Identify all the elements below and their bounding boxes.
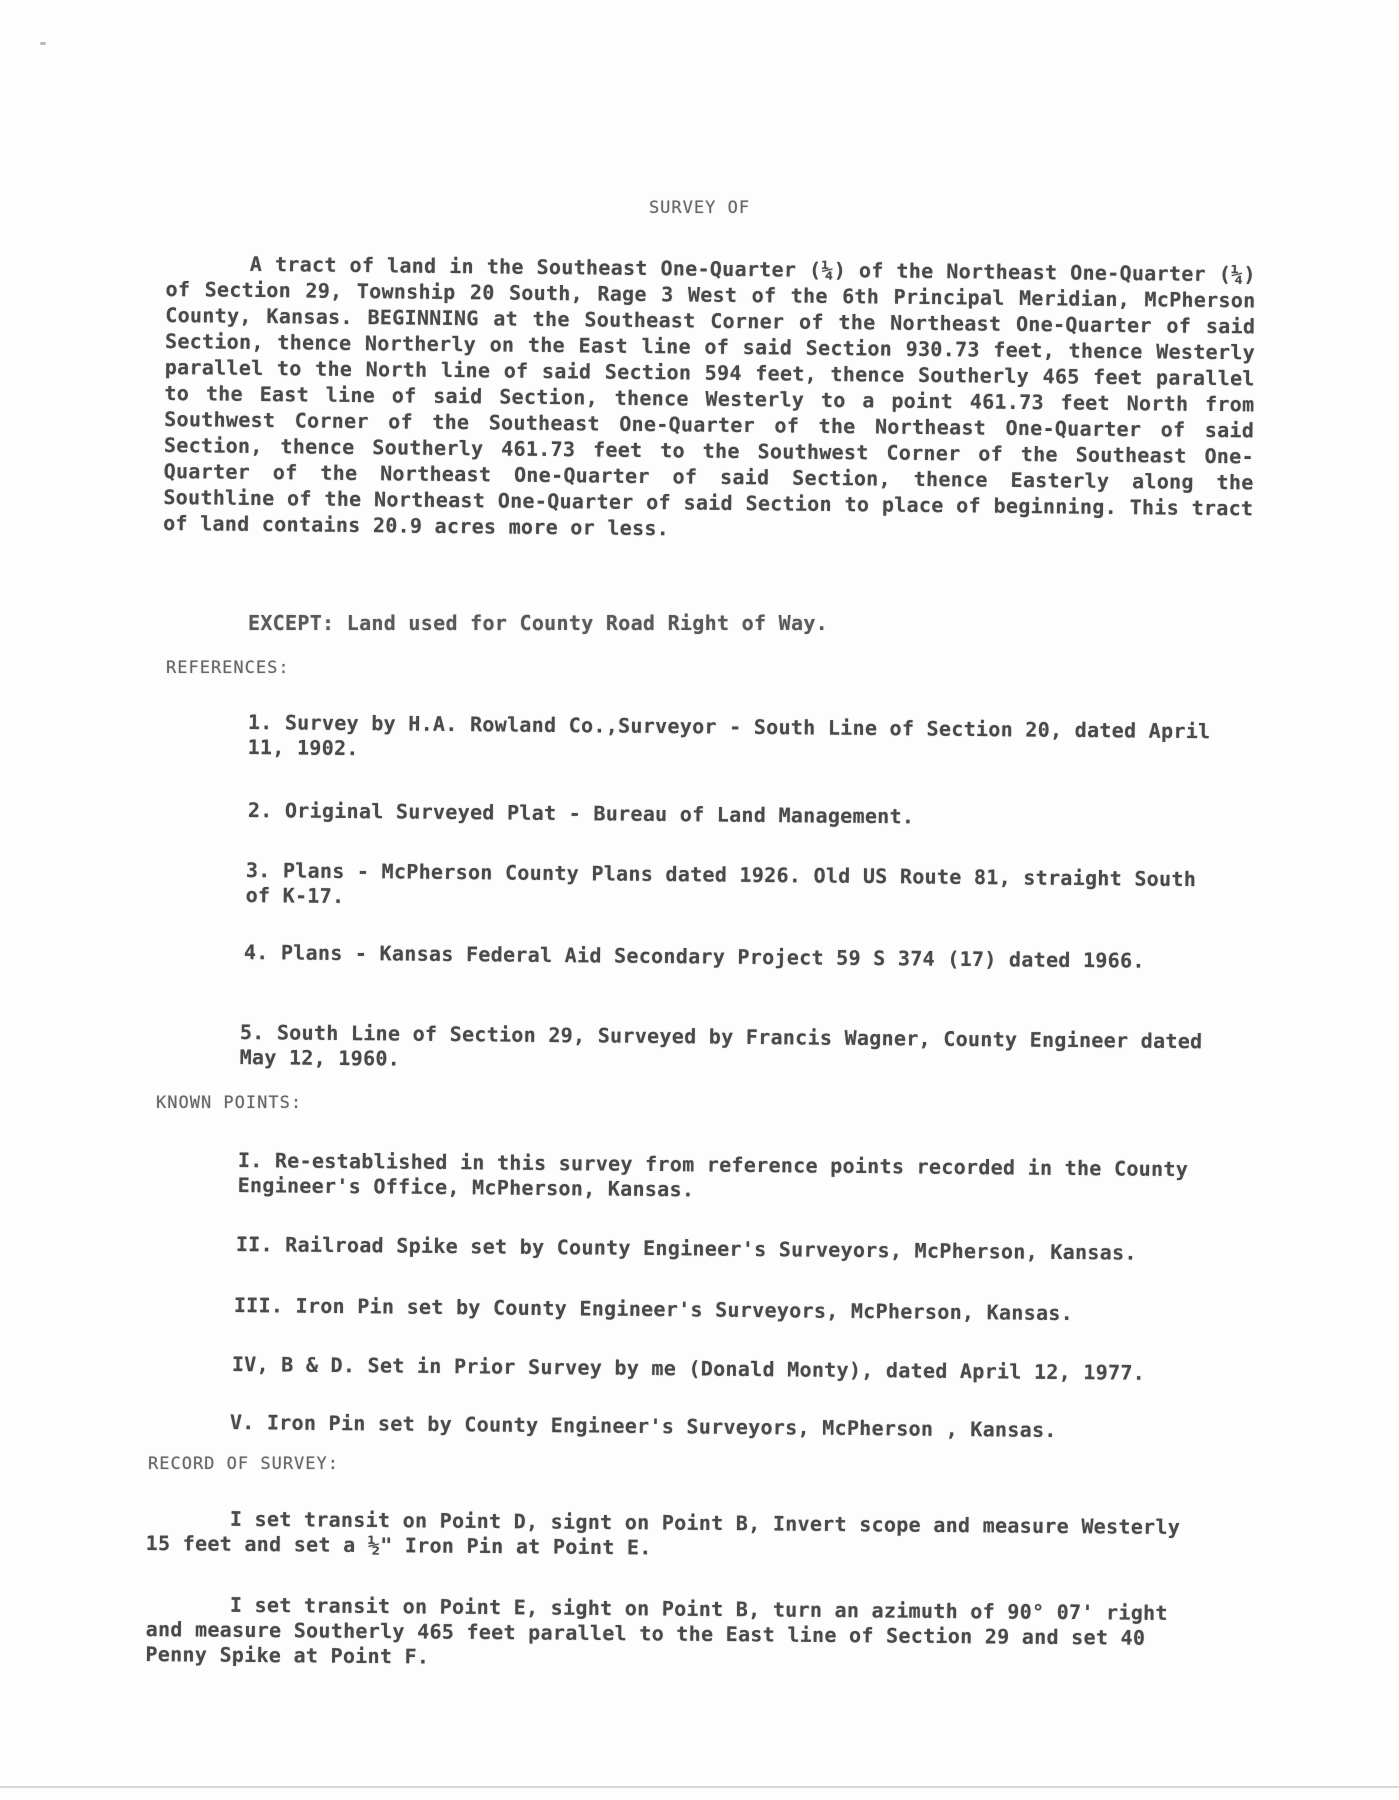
- references-heading: REFERENCES:: [166, 658, 290, 678]
- known-point-1: I. Re-established in this survey from reference points recorded in the County Engineer's Office, McPherson, Kansas.: [237, 1148, 1189, 1202]
- record-paragraph-2: I set transit on Point E, sight on Point B, turn an azimuth of 90° 07' right and measure Southerly 465 feet parallel to the East line of Section 29 and set 40 Penny Spike at Point F.: [145, 1592, 1168, 1669]
- scan-speck: [40, 42, 46, 45]
- known-point-4: IV, B & D. Set in Prior Survey by me (Donald Monty), dated April 12, 1977.: [231, 1352, 1146, 1385]
- reference-item-3: 3. Plans - McPherson County Plans dated 1926. Old US Route 81, straight South of K-17.: [245, 858, 1197, 908]
- except-clause: EXCEPT: Land used for County Road Right of Way.: [248, 611, 829, 635]
- known-point-2: II. Railroad Spike set by County Engineer's Surveyors, McPherson, Kansas.: [235, 1232, 1137, 1265]
- reference-item-5: 5. South Line of Section 29, Surveyed by Francis Wagner, County Engineer dated May 12, 1960.: [239, 1020, 1203, 1071]
- record-of-survey-heading: RECORD OF SURVEY:: [148, 1454, 339, 1474]
- record-paragraph-1: I set transit on Point D, signt on Point B, Invert scope and measure Westerly 15 feet and set a ½" Iron Pin at Point E.: [145, 1506, 1181, 1560]
- tract-description: A tract of land in the Southeast One-Quarter (¼) of the Northeast One-Quarter (¼) of Section 29, Township 20 South, Rage 3 West of the 6th Principal Meridian, McPherson County, Kansas. BEGINNING at the Southeast Corner of the Northeast One-Quarter of said Section, thence Northerly on the East line of said Section 930.73 feet, thence Westerly parallel to the North line of said Section 594 feet, thence Southerly 465 feet parallel to the East line of said Section, thence Westerly to a point 461.73 feet North from Southwest Corner of the Southeast One-Quarter of the Northeast One-Quarter of said Section, thence Southerly 461.73 feet to the Southwest Corner of the Southeast One-Quarter of the Northeast One-Quarter of said Section, thence Easterly along the Southline of the Northeast One-Quarter of said Section to place of beginning. This tract of land contains 20.9 acres more or less.: [163, 251, 1256, 541]
- known-points-heading: KNOWN POINTS:: [156, 1093, 303, 1113]
- document-title: SURVEY OF: [648, 198, 751, 218]
- reference-item-4: 4. Plans - Kansas Federal Aid Secondary Project 59 S 374 (17) dated 1966.: [243, 940, 1145, 973]
- reference-item-2: 2. Original Surveyed Plat - Bureau of Land Management.: [247, 798, 915, 829]
- known-point-3: III. Iron Pin set by County Engineer's Surveyors, McPherson, Kansas.: [233, 1293, 1074, 1326]
- scan-edge-line: [0, 1786, 1399, 1788]
- reference-item-1: 1. Survey by H.A. Rowland Co.,Surveyor - South Line of Section 20, dated April 11, 1902.: [247, 710, 1211, 761]
- known-point-5: V. Iron Pin set by County Engineer's Surveyors, McPherson , Kansas.: [229, 1410, 1057, 1442]
